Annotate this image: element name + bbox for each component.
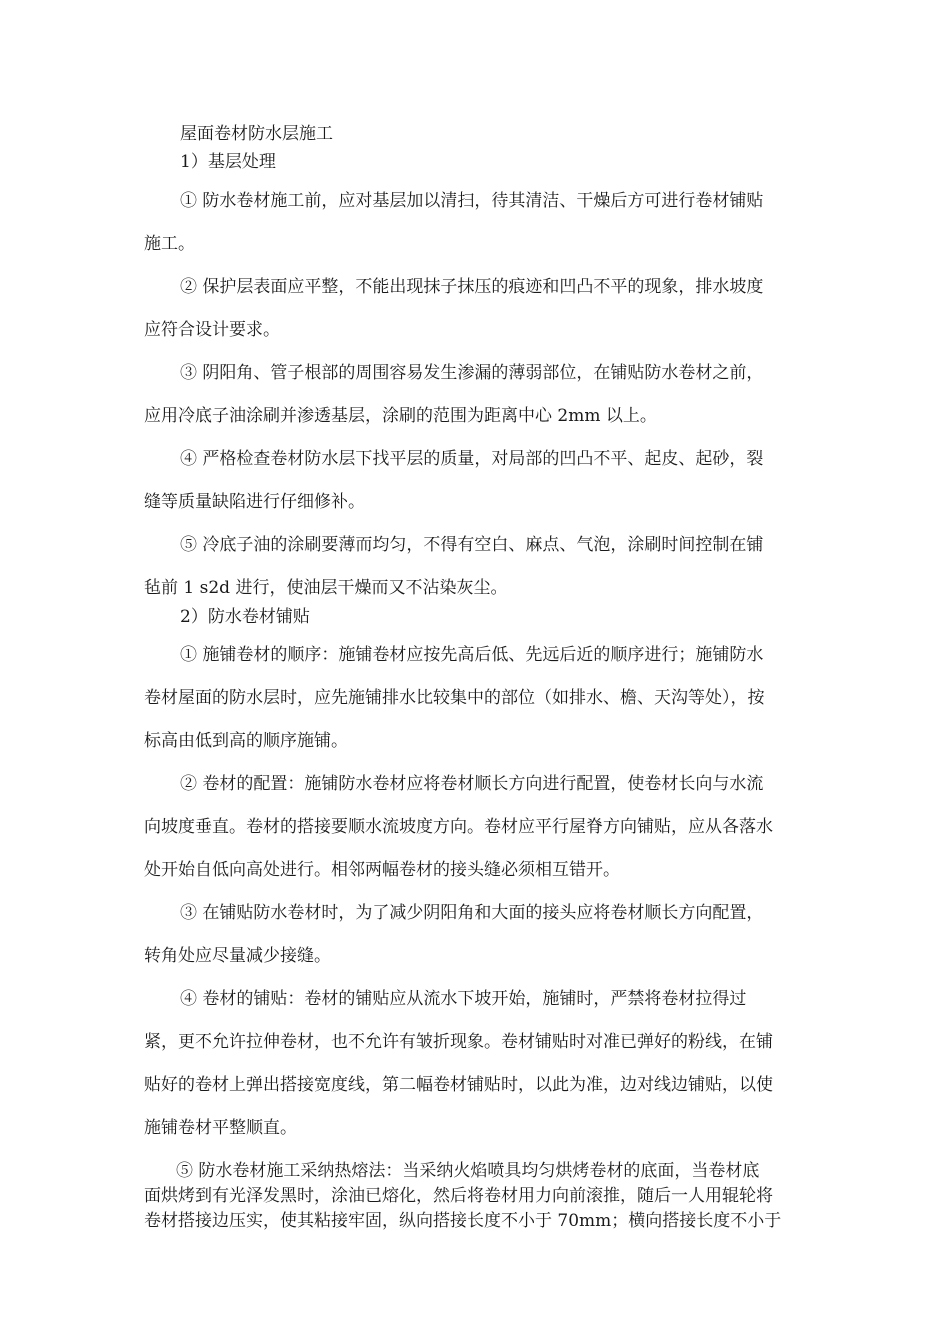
s2-item3-line2: 转角处应尽量减少接缝。 <box>144 946 331 966</box>
s1-item3-line1: ③ 阴阳角、管子根部的周围容易发生渗漏的薄弱部位，在铺贴防水卷材之前， <box>180 363 764 383</box>
s1-item4-line1: ④ 严格检查卷材防水层下找平层的质量，对局部的凹凸不平、起皮、起砂，裂 <box>180 449 764 469</box>
s2-item2-line3: 处开始自低向高处进行。相邻两幅卷材的接头缝必须相互错开。 <box>144 860 620 880</box>
document-title: 屋面卷材防水层施工 <box>180 124 333 144</box>
s2-item4-line3: 贴好的卷材上弹出搭接宽度线，第二幅卷材铺贴时，以此为准，边对线边铺贴，以使 <box>144 1075 773 1095</box>
s2-item4-line2: 紧，更不允许拉伸卷材，也不允许有皱折现象。卷材铺贴时对准已弹好的粉线，在铺 <box>144 1032 773 1052</box>
section-1-heading: 1）基层处理 <box>180 152 276 172</box>
s2-item1-line3: 标高由低到高的顺序施铺。 <box>144 731 348 751</box>
s2-item2-line2: 向坡度垂直。卷材的搭接要顺水流坡度方向。卷材应平行屋脊方向铺贴，应从各落水 <box>144 817 773 837</box>
s1-item1-line1: ① 防水卷材施工前，应对基层加以清扫，待其清洁、干燥后方可进行卷材铺贴 <box>180 191 764 211</box>
s2-item4-line1: ④ 卷材的铺贴：卷材的铺贴应从流水下坡开始，施铺时，严禁将卷材拉得过 <box>180 989 747 1009</box>
s1-item2-line2: 应符合设计要求。 <box>144 320 280 340</box>
s2-item5-line2: 面烘烤到有光泽发黑时，涂油已熔化，然后将卷材用力向前滚推，随后一人用辊轮将 <box>144 1186 773 1206</box>
s1-item5-line2: 毡前 1 s2d 进行，使油层干燥而又不沾染灰尘。 <box>144 578 508 598</box>
s2-item1-line2: 卷材屋面的防水层时，应先施铺排水比较集中的部位（如排水、檐、天沟等处），按 <box>144 688 765 708</box>
s1-item5-line1: ⑤ 冷底子油的涂刷要薄而均匀，不得有空白、麻点、气泡，涂刷时间控制在铺 <box>180 535 764 555</box>
s2-item3-line1: ③ 在铺贴防水卷材时，为了减少阴阳角和大面的接头应将卷材顺长方向配置， <box>180 903 764 923</box>
s2-item5-line3: 卷材搭接边压实，使其粘接牢固，纵向搭接长度不小于 70mm；横向搭接长度不小于 <box>144 1211 782 1231</box>
s1-item1-line2: 施工。 <box>144 234 195 254</box>
s1-item2-line1: ② 保护层表面应平整，不能出现抹子抹压的痕迹和凹凸不平的现象，排水坡度 <box>180 277 764 297</box>
s2-item5-line1: ⑤ 防水卷材施工采纳热熔法：当采纳火焰喷具均匀烘烤卷材的底面，当卷材底 <box>176 1161 760 1181</box>
s2-item2-line1: ② 卷材的配置：施铺防水卷材应将卷材顺长方向进行配置，使卷材长向与水流 <box>180 774 764 794</box>
s2-item4-line4: 施铺卷材平整顺直。 <box>144 1118 297 1138</box>
section-2-heading: 2）防水卷材铺贴 <box>180 607 310 627</box>
s2-item1-line1: ① 施铺卷材的顺序：施铺卷材应按先高后低、先远后近的顺序进行；施铺防水 <box>180 645 764 665</box>
s1-item4-line2: 缝等质量缺陷进行仔细修补。 <box>144 492 365 512</box>
s1-item3-line2: 应用冷底子油涂刷并渗透基层，涂刷的范围为距离中心 2mm 以上。 <box>144 406 657 426</box>
